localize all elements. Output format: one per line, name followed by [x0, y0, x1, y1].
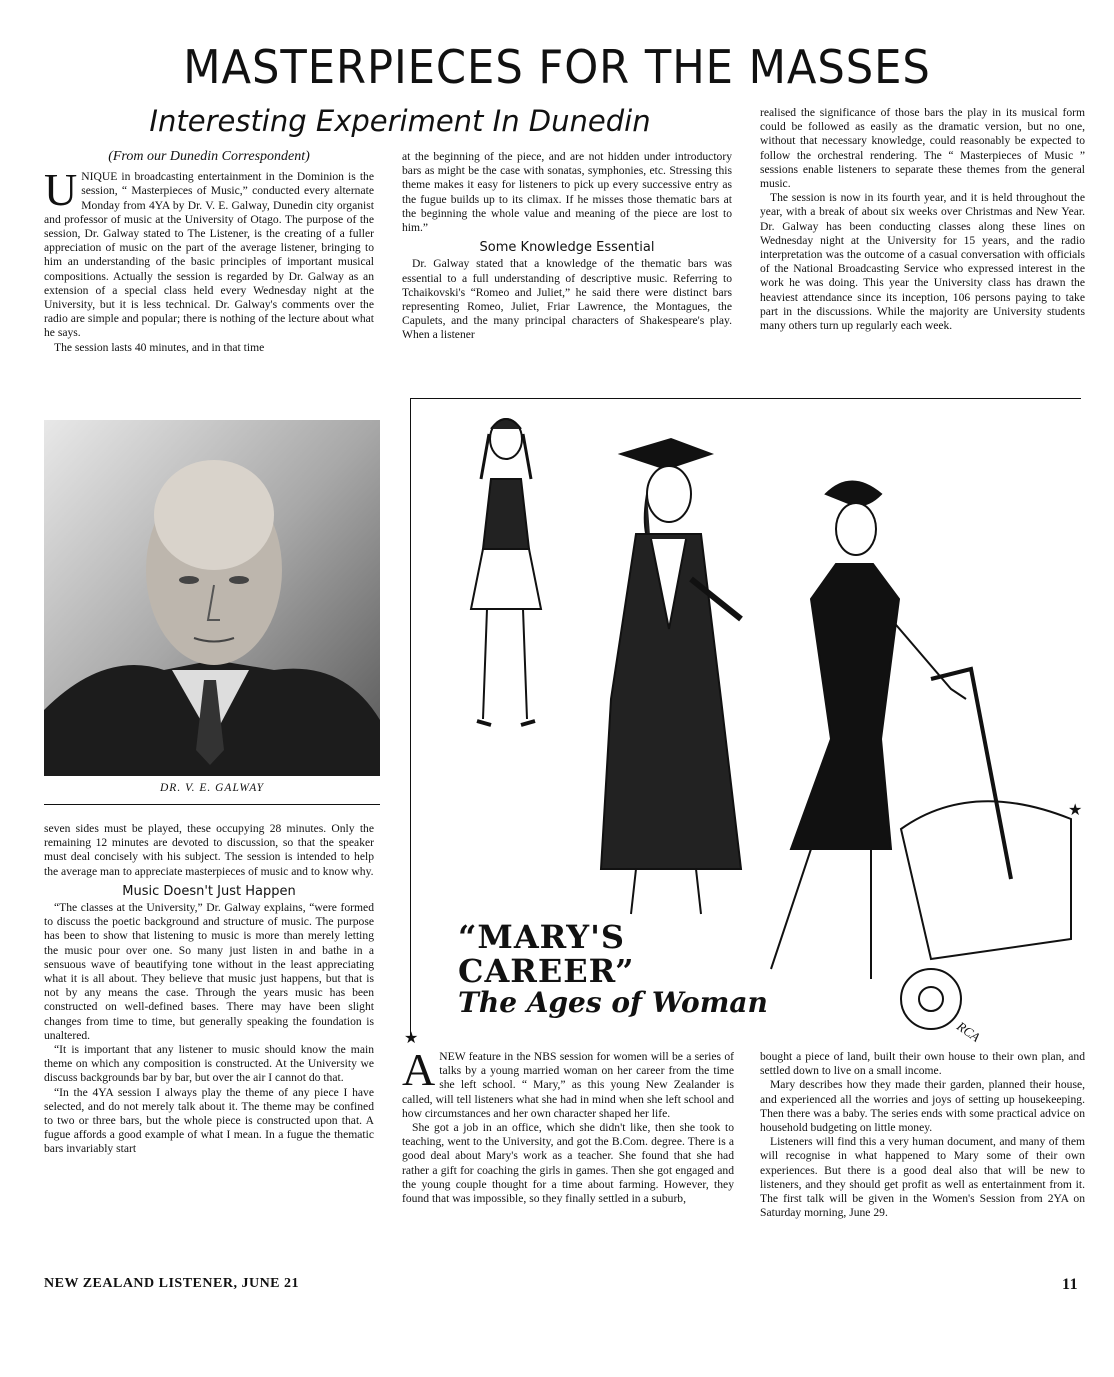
paragraph: Mary describes how they made their garden, planned their house, and experienced all the worries and joys of setting up housekeeping. Then there was a baby. The series ends with some practical advice on household budgeting on little money. [760, 1078, 1085, 1135]
paragraph: Dr. Galway stated that a knowledge of the thematic bars was essential to a full understanding of descriptive music. Referring to Tchaikovski's “Romeo and Juliet,” he said there were distinct bars representing Romeo, Juliet, Friar Lawrence, the Montagues, the Capulets, and the many principal characters of Shakespeare's play. When a listener [402, 257, 732, 342]
section-heading-essential: Some Knowledge Essential [479, 240, 655, 256]
drop-cap: U [44, 164, 78, 216]
artist-signature: RCA [954, 1018, 983, 1045]
paragraph: bought a piece of land, built their own house to their own plan, and settled down to live on a small income. [760, 1050, 1085, 1078]
publication-footer: NEW ZEALAND LISTENER, JUNE 21 [44, 1276, 300, 1291]
feature-subtitle: The Ages of Woman [458, 986, 768, 1019]
paragraph: Listeners will find this a very human document, and many of them will recognise in what happened to Mary some of their own experiences. But there is a good deal also that will be new to listeners, and they should get profit as well as entertainment from it. The first talk will be given in the Women's Session from 2YA on Saturday morning, June 29. [760, 1135, 1085, 1220]
paragraph: seven sides must be played, these occupying 28 minutes. Only the remaining 12 minutes are devoted to discussion, so that the speaker must deal concisely with his subject. The session is intended to help the average man to appreciate masterpieces of music and to know why. [44, 822, 374, 878]
star-icon: ★ [1068, 802, 1083, 819]
portrait-figure [44, 420, 380, 776]
paragraph: The session is now in its fourth year, and it is held throughout the year, with a break of about six weeks over Christmas and New Year. Dr. Galway has been conducting classes along these lines on Wednesday night at the University for 15 years, and the radio interpretation was the outcome of a casual conversation with officials of the National Broadcasting Service who expressed interest in the work he was doing. This year the University class has drawn the heaviest attendance since its inception, 106 persons paying to take part in the discussions. While the majority are University students many others turn up regularly each week. [760, 191, 1085, 333]
paragraph: ANEW feature in the NBS session for women will be a series of talks by a young married woman on her career from the time she left school. “ Mary,” as this young New Zealander is called, will tell listeners what she had in mind when she left school and how circumstances and her own character shaped her life. [402, 1044, 734, 1120]
feature-column-2 [760, 1050, 1085, 1220]
article-column-1 [44, 150, 374, 355]
paragraph: The session lasts 40 minutes, and in that time [54, 340, 265, 354]
paragraph: She got a job in an office, which she didn't like, then she took to teaching, went to the University, and got the B.Com. degree. There is a good deal about Mary's work as a teacher. She found that she had rather a gift for coaching the girls in games. Then she got engaged and the young couple thought for a time about farming. However, they found that was impossible, so they finally settled in a suburb, [402, 1121, 734, 1206]
paragraph: at the beginning of the piece, and are not hidden under introductory bars as might be the case with sonatas, symphonies, etc. Stressing this theme makes it easy for listeners to pick up every successive entry as the fugue builds up to its climax. If he misses those thematic bars at the beginning the whole value and meaning of the piece are lost to him.” [402, 150, 732, 235]
article-subtitle: Interesting Experiment In Dunedin [149, 104, 651, 138]
photo-caption: DR. V. E. GALWAY [159, 782, 264, 794]
drop-cap: A [402, 1044, 436, 1095]
paragraph: “In the 4YA session I always play the theme of any piece I have selected, and do not merely talk about it. The theme may be confined to two or three bars, but the whole piece is constructed upon that. A fugue affords a good example of what I mean. In a fugue the thematic bars invariably start [44, 1085, 374, 1156]
portrait-photo [44, 420, 380, 776]
paragraph: “The classes at the University,” Dr. Galway explains, “were formed to discuss the poetic background and structure of music. The purpose has been to show that listening to music is more than merely letting the music pour over one. So many just listen in and bathe in a sensuous wave of beautifying tone without in the least appreciating what it is all about. They believe that music just happens, but that is not by any means the case. Through the years music has been constructed on well-defined bases. There may have been slight changes from time to time, but generally speaking the foundation is unaltered. [44, 901, 374, 1042]
star-icon: ★ [404, 1030, 419, 1047]
paragraph: realised the significance of those bars the play in its musical form could be followed as easily as the dramatic version, but no one, without that necessary knowledge, could reasonably be expected to follow the orchestral rendering. The “ Masterpieces of Music ” sessions enable listeners to separate these themes from the general music. [760, 106, 1085, 191]
correspondent-line: (From our Dunedin Correspondent) [108, 149, 310, 164]
feature-column-1 [402, 1044, 734, 1206]
paragraph: UNIQUE in broadcasting entertainment in the Dominion is the session, “ Masterpieces of Music,” conducted every alternate Monday from 4YA by Dr. V. E. Galway, Dunedin city organist and professor of music at the University of Otago. The purpose of the session, Dr. Galway stated to The Listener, is the creating of a fuller appreciation of music on the part of the average listener, bringing to him an understanding of the basic principles of important musical compositions. Actually the session is regarded by Dr. Galway as an extension of a special class held every Wednesday night at the University, but it is less technical. Dr. Galway's comments over the radio are simple and popular; there is nothing of the lecture about what he says. [44, 164, 374, 340]
article-column-3 [760, 106, 1085, 333]
page-number: 11 [1062, 1276, 1079, 1293]
article-column-2 [402, 150, 732, 343]
article-column-1-continued [44, 822, 374, 1157]
feature-title: “MARY'S CAREER” [458, 918, 635, 990]
page-title: MASTERPIECES FOR THE MASSES [183, 40, 931, 94]
section-heading-music: Music Doesn't Just Happen [122, 883, 296, 899]
divider [44, 804, 380, 805]
paragraph: “It is important that any listener to music should know the main theme on which any composition is constructed. At the University we discuss backgrounds bar by bar, but over the air I cannot do that. [44, 1043, 374, 1085]
